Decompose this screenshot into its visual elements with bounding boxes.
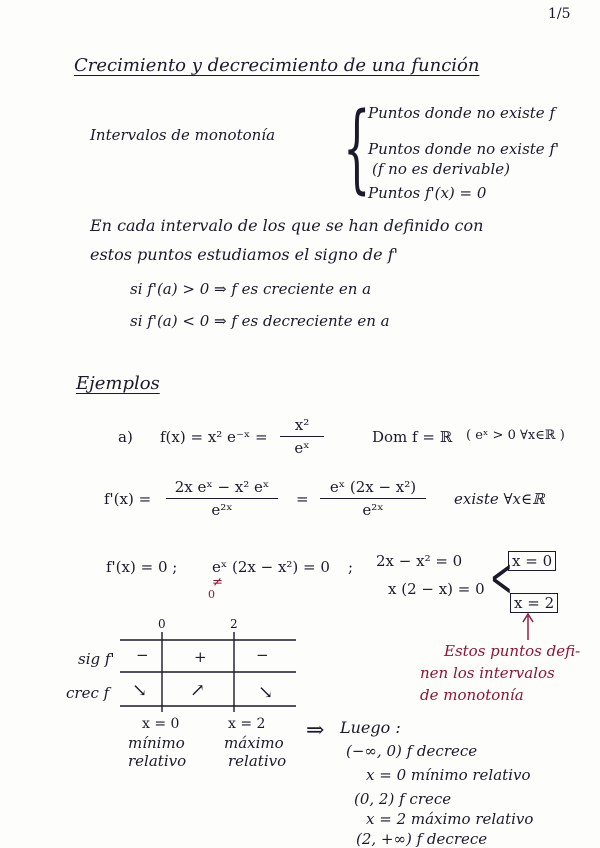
- function-definition: f(x) = x² e⁻ˣ =: [160, 428, 268, 446]
- note-line-3: de monotonía: [420, 686, 524, 704]
- table-row-sign: sig f': [78, 650, 115, 668]
- explain-line-1: En cada intervalo de los que se han definido con: [90, 216, 484, 235]
- conclusion-line-1: (−∞, 0) f decrece: [346, 742, 478, 760]
- note-line-1: Estos puntos defi-: [444, 642, 581, 660]
- note-line-2: nen los intervalos: [420, 664, 555, 682]
- table-row-growth: crec f: [66, 684, 110, 702]
- conclusion-line-5: (2, +∞) f decrece: [356, 830, 488, 848]
- derivative-lhs: f'(x) =: [104, 490, 152, 508]
- page-number: 1/5: [548, 6, 571, 22]
- left-brace: {: [343, 92, 371, 204]
- interval-item-2: Puntos donde no existe f': [368, 140, 560, 158]
- solve-step-2: x (2 − x) = 0: [388, 580, 485, 598]
- intervals-label: Intervalos de monotonía: [90, 126, 276, 144]
- domain-note: ( eˣ > 0 ∀x∈ℝ ): [466, 428, 565, 443]
- sign-interval-3: −: [256, 646, 269, 664]
- min-label: mínimo: [128, 734, 185, 752]
- derivative-numerator-2: eˣ (2x − x²): [320, 478, 426, 499]
- derivative-numerator-1: 2x eˣ − x² eˣ: [166, 478, 278, 499]
- arrow-interval-2: ↗: [190, 680, 206, 701]
- interval-item-4: Puntos f'(x) = 0: [368, 184, 487, 202]
- explain-line-2: estos puntos estudiamos el signo de f': [90, 245, 399, 264]
- max-relative: relativo: [228, 752, 287, 770]
- derivative-equals: =: [296, 490, 309, 508]
- zero-mark: 0: [208, 588, 215, 601]
- rule-increasing: si f'(a) > 0 ⇒ f es creciente en a: [130, 280, 372, 298]
- table-col-0: 0: [158, 617, 166, 631]
- derivative-denominator-2: e²ˣ: [362, 501, 384, 519]
- domain: Dom f = ℝ: [372, 428, 453, 446]
- example-label: a): [118, 428, 133, 446]
- sign-interval-2: +: [194, 648, 207, 666]
- function-denominator: eˣ: [294, 439, 310, 457]
- table-col-2: 2: [230, 617, 238, 631]
- zero-equation: f'(x) = 0 ;: [106, 558, 178, 576]
- max-label: máximo: [224, 734, 284, 752]
- root-1-box: x = 0: [508, 551, 556, 571]
- not-equal-mark: ≠: [212, 575, 223, 590]
- zero-factor: eˣ (2x − x²) = 0: [212, 558, 330, 576]
- conclusion-line-2: x = 0 mínimo relativo: [366, 766, 531, 784]
- sign-interval-1: −: [136, 646, 149, 664]
- solve-step-1: 2x − x² = 0: [376, 552, 463, 570]
- derivative-denominator-1: e²ˣ: [211, 501, 233, 519]
- rule-decreasing: si f'(a) < 0 ⇒ f es decreciente en a: [130, 312, 390, 330]
- page-title: Crecimiento y decrecimiento de una función: [74, 55, 480, 76]
- examples-heading: Ejemplos: [76, 373, 160, 394]
- conclusion-luego: Luego :: [340, 718, 401, 737]
- arrow-interval-3: ↘: [258, 682, 274, 703]
- min-point: x = 0: [142, 716, 180, 732]
- conclusion-arrow: ⇒: [306, 718, 325, 743]
- max-point: x = 2: [228, 716, 266, 732]
- interval-item-3: (f no es derivable): [372, 160, 510, 178]
- root-2-box: x = 2: [510, 593, 558, 613]
- arrow-interval-1: ↘: [132, 680, 148, 701]
- derivative-exists: existe ∀x∈ℝ: [454, 490, 545, 508]
- interval-item-1: Puntos donde no existe f: [368, 104, 555, 122]
- conclusion-line-4: x = 2 máximo relativo: [366, 810, 534, 828]
- min-relative: relativo: [128, 752, 187, 770]
- function-numerator: x²: [280, 416, 324, 437]
- conclusion-line-3: (0, 2) f crece: [354, 790, 452, 808]
- roots-bracket: <: [490, 546, 513, 609]
- semicolon: ;: [348, 558, 354, 576]
